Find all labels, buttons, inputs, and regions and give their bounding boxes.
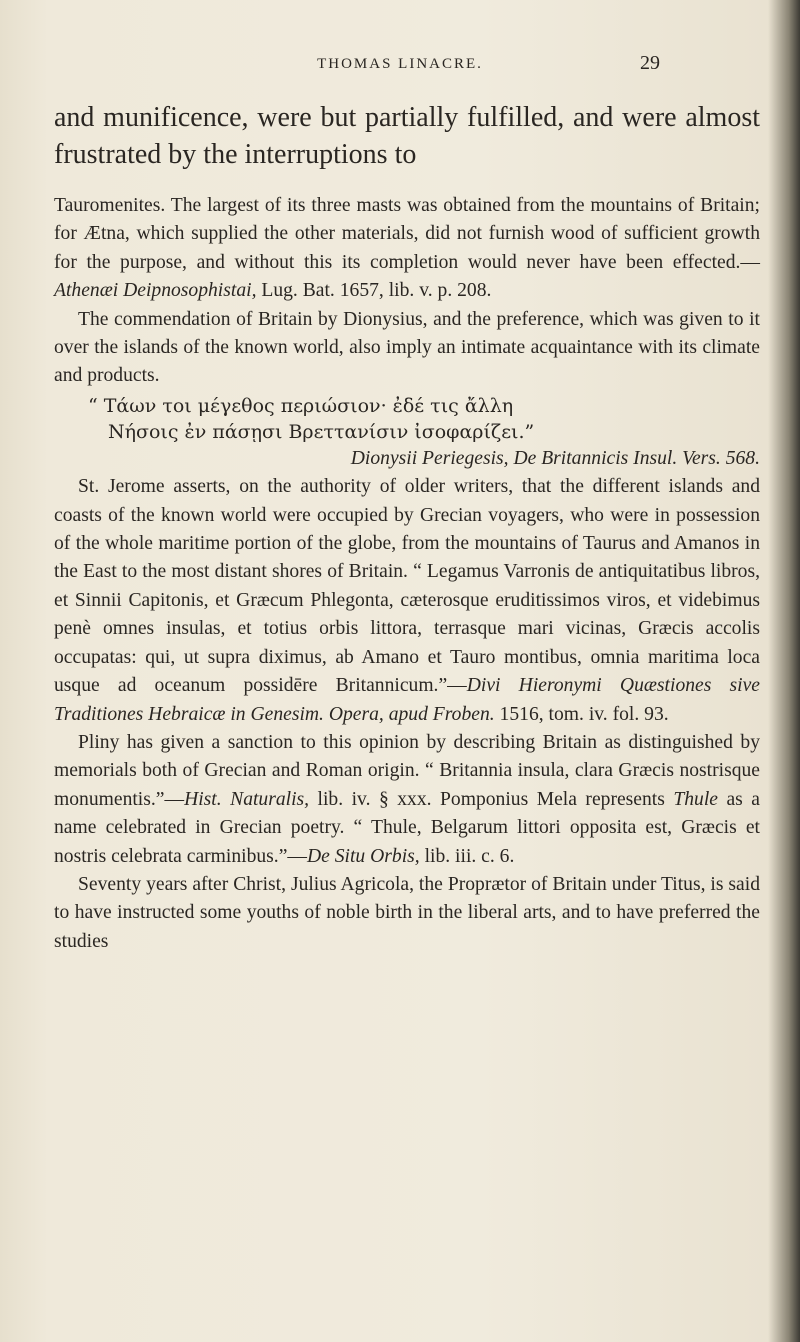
note-text: The commendation of Britain by Dionysius, and the preference, which was given to it over the islands of the known world, also imply an intimate acquaintance with its climate and products. — [54, 308, 760, 387]
citation-detail: lib. iv. § xxx. Pomponius Mela represents — [309, 788, 674, 810]
note-paragraph-1 — [54, 192, 760, 306]
note-text: as a name celebrated in Grecian poetry. “ Thule, Belgarum littori opposita est, Græcis et nostris celebrata carminibus.”— — [54, 788, 760, 867]
note-paragraph-3 — [54, 473, 760, 729]
main-text: and munificence, were but partially fulfilled, and were almost frustrated by the interruptions to — [54, 102, 760, 170]
note-text: St. Jerome asserts, on the authority of older writers, that the different islands and coasts of the known world were occupied by Grecian voyagers, who were in possession of the whole maritime portion of the globe, from the mountains of Taurus and Amanos in the East to the most distant shores of Britain. “ Legamus Varronis de antiquitatibus libros, et Sinnii Capitonis, et Græcum Phlegonta, cæterosque eruditissimos viros, et videbimus penè omnes insulas, et totius orbis littora, terrasque mari vicinas, Græcis accolis occupatas: qui, ut supra diximus, ab Amano et Tauro montibus, omnia maritima loca usque ad oceanum possidēre Britannicum.”— — [54, 476, 760, 697]
greek-citation: Dionysii Periegesis, De Britannicis Insul. Vers. 568. — [350, 447, 760, 469]
page-number: 29 — [640, 52, 660, 74]
citation-detail: 1516, tom. iv. fol. 93. — [494, 703, 669, 725]
greek-line-1: “ Τάων τοι μέγεθος περιώσιον· ἐδέ τις ἄλλη — [88, 394, 514, 417]
greek-quotation — [54, 393, 760, 445]
citation-title: Athenæi Deipnosophistai, — [54, 280, 257, 302]
citation-title: De Situ Orbis, — [307, 845, 420, 867]
note-text: Pliny has given a sanction to this opinion by describing Britain as distinguished by memorials both of Grecian and Roman origin. “ Britannia insula, clara Græcis nostrisque monumentis.”— — [54, 731, 760, 810]
citation-detail: Lug. Bat. 1657, lib. v. p. 208. — [256, 280, 492, 302]
citation-title: Divi Hieronymi Quæstiones sive Traditiones Hebraicæ in Genesim. Opera, apud Froben. — [54, 675, 760, 725]
greek-line-2: Νήσοις ἐν πάσῃσι Βρεττανίσιν ἰσοφαρίζει.” — [108, 420, 535, 443]
citation-detail: lib. iii. c. 6. — [419, 845, 515, 867]
citation-title: Hist. Naturalis, — [184, 788, 310, 810]
note-paragraph-4 — [54, 729, 760, 871]
note-paragraph-5 — [54, 871, 760, 956]
note-text: Seventy years after Christ, Julius Agricola, the Proprætor of Britain under Titus, is said to have instructed some youths of noble birth in the liberal arts, and to have preferred the studies — [54, 873, 760, 952]
place-name: Thule — [673, 788, 718, 810]
footnotes — [54, 192, 760, 956]
running-head: THOMAS LINACRE. — [317, 56, 483, 72]
note-text: Tauromenites. The largest of its three masts was obtained from the mountains of Britain; for Ætna, which supplied the other materials, did not furnish wood of sufficient growth for the purpose, and without this its completion would never have been effected.— — [54, 195, 760, 273]
page-header — [0, 52, 800, 86]
note-paragraph-2 — [54, 306, 760, 391]
